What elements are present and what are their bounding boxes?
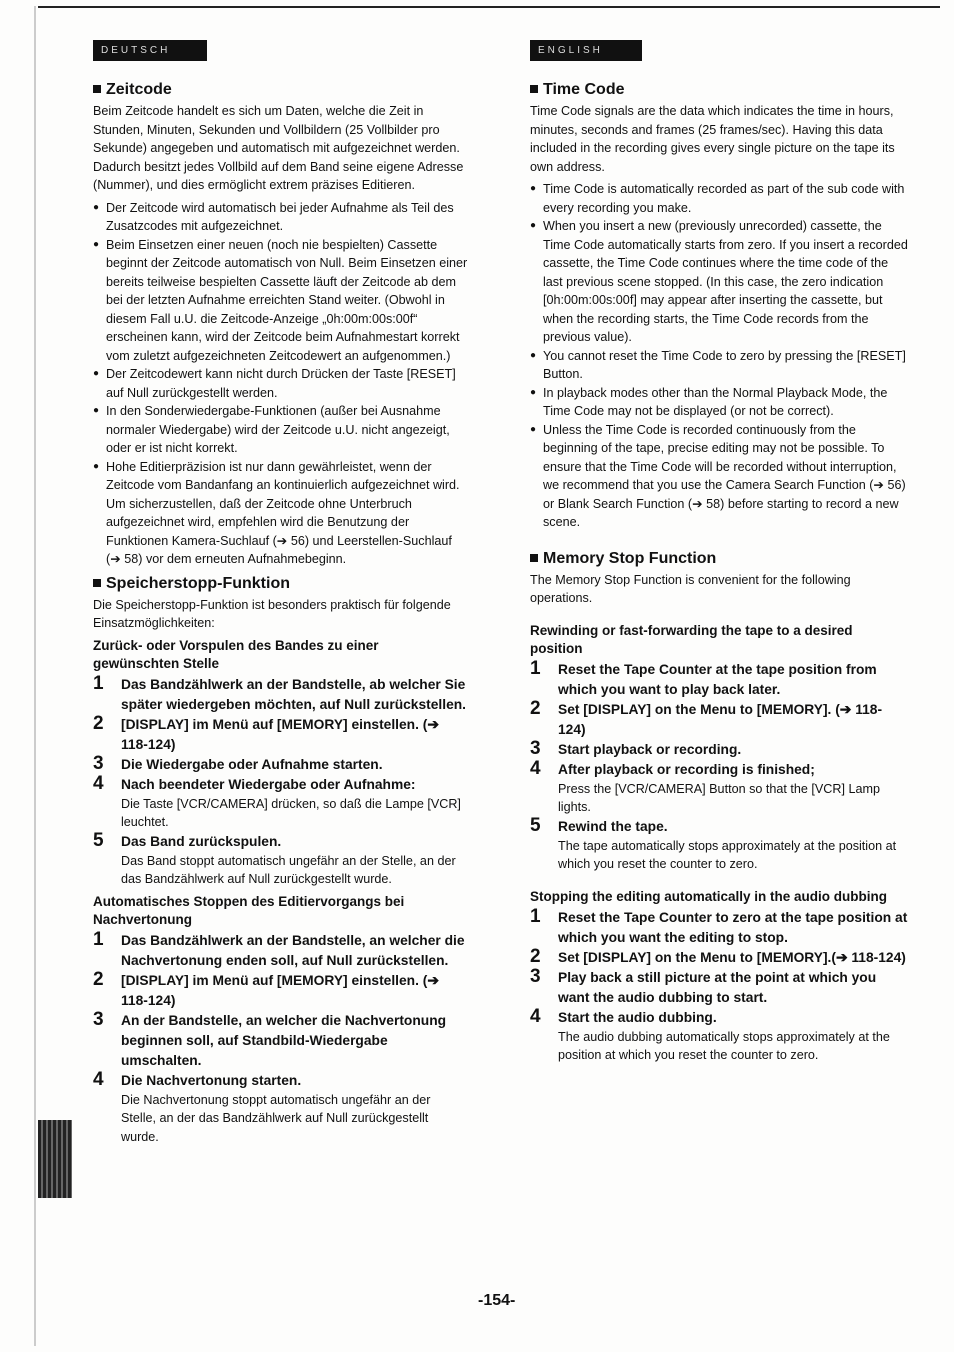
en-memory-title: Memory Stop Function <box>530 550 908 568</box>
language-tab-de: DEUTSCH <box>93 40 207 61</box>
list-item: ● When you insert a new (previously unrecorded) cassette, the Time Code automatically starts from zero. If you insert a recorded cassette, the Time Code continues where the time code of the last previous scene stopped. (In this case, the zero indication [0h:00m:00s:00f] may appear after inserting the cassette, but when the recording starts, the Time Code records from the previous value). <box>530 217 908 347</box>
square-bullet-icon <box>93 579 101 587</box>
list-item: ● Beim Einsetzen einer neuen (noch nie bespielten) Cassette beginnt der Zeitcode automatisch von Null. Beim Einsetzen einer bereits teilweise bespielten Cassette läuft der Zeitcode ab dem bei der letzten Aufnahme erreichten Stand weiter. (Obwohl in diesem Fall u.U. die Zeitcode-Anzeige „0h:00m:00s:00f“ erscheinen kann, wird der Zeitcode beim Aufnahmestart korrekt vom zuletzt aufgezeichneten Zeitcodewert an aufgenommen.) <box>93 236 468 366</box>
step-item: 2 Set [DISPLAY] on the Menu to [MEMORY].(➔ 118-124) <box>530 945 906 967</box>
step-item: 4 Die Nachvertonung starten. Die Nachvertonung stoppt automatisch ungefähr an der Stelle, an der das Bandzählwerk auf Null zurückgestellt wurde. <box>93 1068 431 1144</box>
step-item: 3 Play back a still picture at the point at which you want the audio dubbing to start. <box>530 965 877 1005</box>
list-item: ● In den Sonderwiedergabe-Funktionen (außer bei Ausnahme normaler Wiedergabe) wird der Zeitcode u.U. nicht angezeigt, oder er ist nicht korrekt. <box>93 402 468 458</box>
step-item: 4 Start the audio dubbing. The audio dubbing automatically stops approximately at the position at which you reset the counter to zero. <box>530 1005 890 1062</box>
de-sub1-steps <box>93 672 468 889</box>
en-timecode-section <box>530 81 908 532</box>
step-item: 2 [DISPLAY] im Menü auf [MEMORY] einstellen. (➔ 118-124) <box>93 712 439 752</box>
en-memory-section <box>530 550 908 1065</box>
de-timecode-bullets <box>93 199 468 569</box>
list-item: ● Der Zeitcodewert kann nicht durch Drücken der Taste [RESET] auf Null zurückgestellt werden. <box>93 365 468 402</box>
list-item: ● You cannot reset the Time Code to zero by pressing the [RESET] Button. <box>530 347 908 384</box>
en-timecode-bullets <box>530 180 908 532</box>
step-item: 5 Rewind the tape. The tape automatically stops approximately at the position at which you reset the counter to zero. <box>530 814 897 871</box>
language-tab-en: ENGLISH <box>530 40 642 61</box>
step-item: 2 [DISPLAY] im Menü auf [MEMORY] einstellen. (➔ 118-124) <box>93 968 439 1008</box>
list-item: ● Hohe Editierpräzision ist nur dann gewährleistet, wenn der Zeitcode vom Bandanfang an kontinuierlich aufgezeichnet wird. Um sicherzustellen, daß der Zeitcode ohne Unterbruch aufgezeichnet wird, empfehlen wird die Benutzung der Funktionen Kamera-Suchlauf (➔ 56) und Leerstellen-Suchlauf (➔ 58) vor dem erneuten Aufnahmebeginn. <box>93 458 468 569</box>
german-column <box>93 40 468 1146</box>
en-timecode-title: Time Code <box>530 81 908 99</box>
list-item: ● Time Code is automatically recorded as part of the sub code with every recording you make. <box>530 180 908 217</box>
de-memory-title: Speicherstopp-Funktion <box>93 575 468 593</box>
square-bullet-icon <box>93 85 101 93</box>
step-item: 1 Das Bandzählwerk an der Bandstelle, an welcher die Nachvertonung enden soll, auf Null zurückstellen. <box>93 928 465 968</box>
list-item: ● Unless the Time Code is recorded continuously from the beginning of the tape, precise editing may not be possible. To ensure that the Time Code will be recorded without interruption, we recommend that you use the Camera Search Function (➔ 56) or Blank Search Function (➔ 58) before starting to record a new scene. <box>530 421 908 532</box>
de-memory-intro: Die Speicherstopp-Funktion ist besonders praktisch für folgende Einsatzmöglichkeiten: <box>93 597 451 630</box>
de-timecode-section <box>93 81 468 569</box>
step-item: 1 Reset the Tape Counter to zero at the tape position at which you want the editing to stop. <box>530 905 908 945</box>
en-sub2-steps <box>530 905 908 1065</box>
en-sub1-title: Rewinding or fast-forwarding the tape to a desired position <box>530 622 853 656</box>
en-sub2-title: Stopping the editing automatically in the audio dubbing <box>530 888 887 904</box>
step-item: 3 Start playback or recording. <box>530 737 742 759</box>
thumb-index-mark <box>38 1120 72 1198</box>
en-sub1-steps <box>530 657 908 874</box>
de-timecode-intro: Beim Zeitcode handelt es sich um Daten, welche die Zeit in Stunden, Minuten, Sekunden und Vollbildern (25 Vollbilder pro Sekunde) angegeben und automatisch mit aufgezeichnet werden. Dadurch besitzt jedes Vollbild auf dem Band seine eigene Adresse (Nummer), und dies ermöglicht extrem präzises Editieren. <box>93 104 464 192</box>
step-item: 4 After playback or recording is finished; Press the [VCR/CAMERA] Button so that the [VCR] Lamp lights. <box>530 757 880 814</box>
en-timecode-intro: Time Code signals are the data which indicates the time in hours, minutes, seconds and frames (25 frames/sec). Having this data included in the recording gives every single picture on the tape its own address. <box>530 104 895 174</box>
step-item: 1 Reset the Tape Counter at the tape position from which you want to play back later. <box>530 657 877 697</box>
step-item: 5 Das Band zurückspulen. Das Band stoppt automatisch ungefähr an der Stelle, an der das Bandzählwerk auf Null zurückgestellt wurde. <box>93 829 456 886</box>
square-bullet-icon <box>530 554 538 562</box>
step-item: 3 An der Bandstelle, an welcher die Nachvertonung beginnen soll, auf Standbild-Wiedergabe umschalten. <box>93 1008 447 1068</box>
de-sub2-title: Automatisches Stoppen des Editiervorgangs bei Nachvertonung <box>93 893 405 927</box>
binding-edge <box>34 6 36 1346</box>
en-memory-intro: The Memory Stop Function is convenient for the following operations. <box>530 572 851 605</box>
de-sub2-steps <box>93 928 468 1147</box>
english-column <box>530 40 908 1065</box>
square-bullet-icon <box>530 85 538 93</box>
de-timecode-title: Zeitcode <box>93 81 468 99</box>
list-item: ● Der Zeitcode wird automatisch bei jeder Aufnahme als Teil des Zusatzcodes mit aufgezeichnet. <box>93 199 468 236</box>
step-item: 1 Das Bandzählwerk an der Bandstelle, ab welcher Sie später wiedergeben möchten, auf Null zurückstellen. <box>93 672 467 712</box>
top-rule <box>38 6 940 8</box>
step-item: 4 Nach beendeter Wiedergabe oder Aufnahme: Die Taste [VCR/CAMERA] drücken, so daß die Lampe [VCR] leuchtet. <box>93 772 461 829</box>
step-item: 3 Die Wiedergabe oder Aufnahme starten. <box>93 752 383 774</box>
page-number: -154- <box>478 1292 516 1309</box>
step-item: 2 Set [DISPLAY] on the Menu to [MEMORY]. (➔ 118-124) <box>530 697 883 737</box>
de-memory-section <box>93 575 468 1147</box>
de-sub1-title: Zurück- oder Vorspulen des Bandes zu einer gewünschten Stelle <box>93 637 379 671</box>
list-item: ● In playback modes other than the Normal Playback Mode, the Time Code may not be displayed (or not be correct). <box>530 384 908 421</box>
